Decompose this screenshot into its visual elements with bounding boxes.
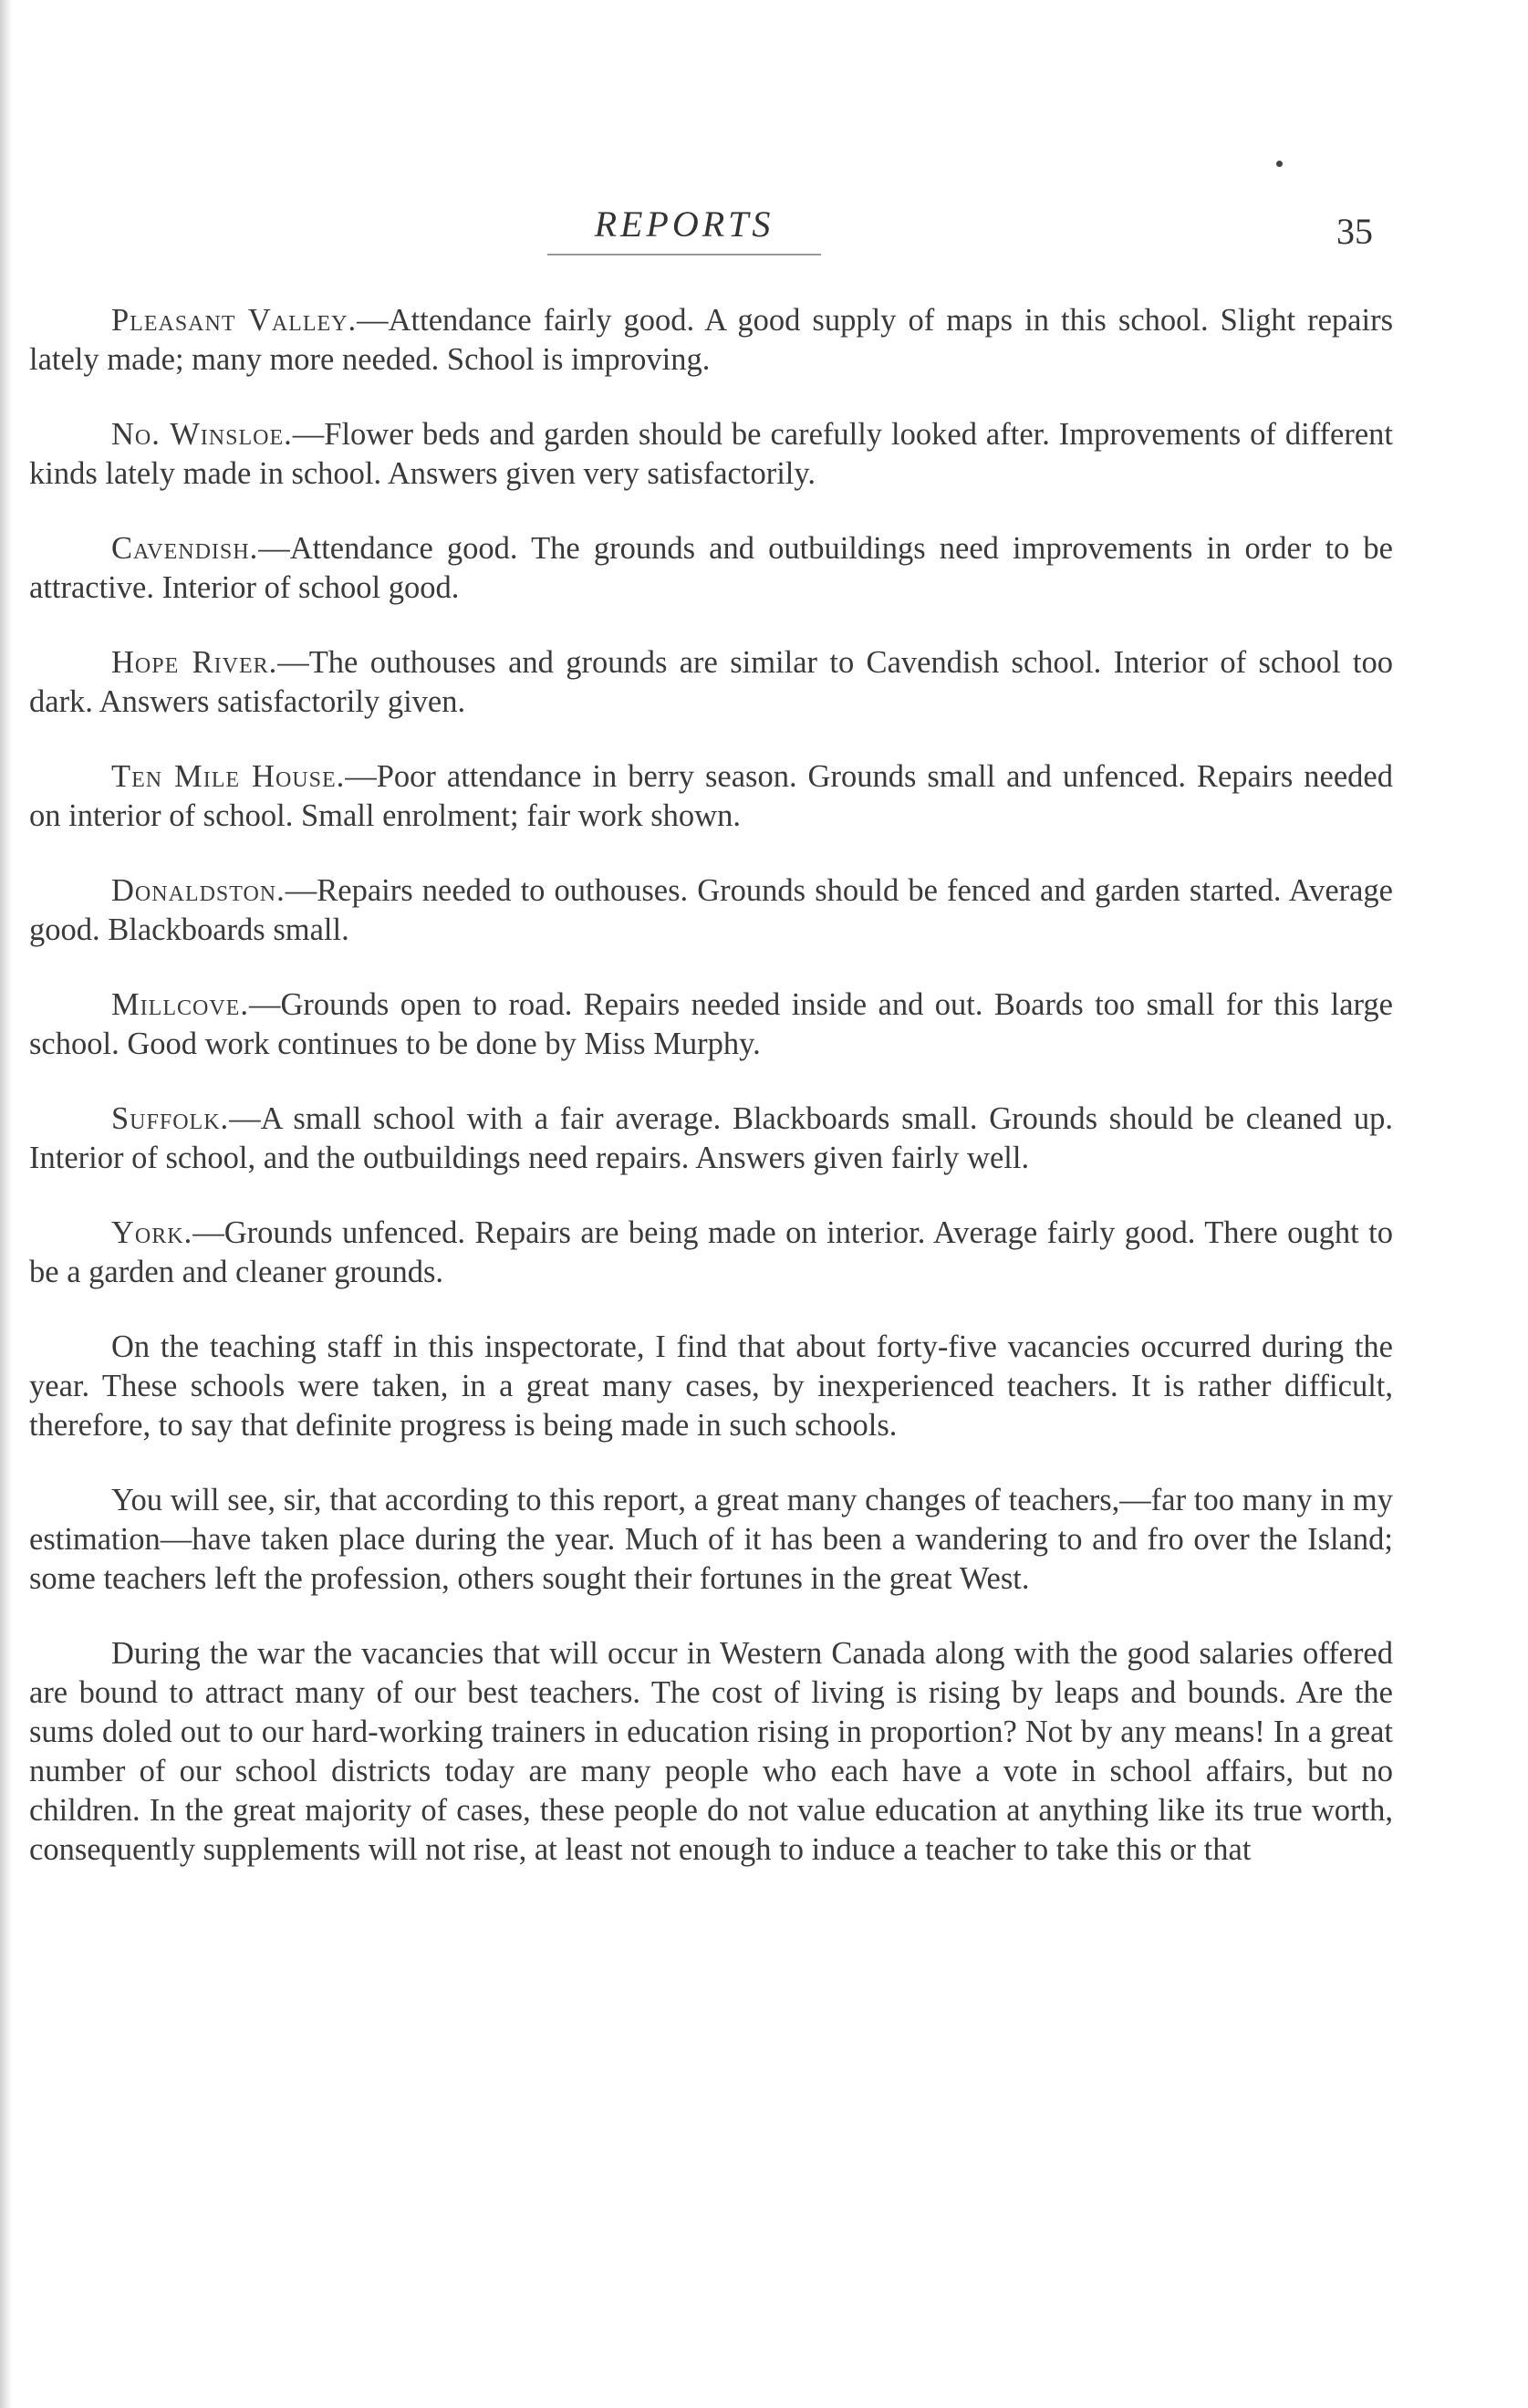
paragraph-text: —Grounds unfenced. Repairs are being made on interior. Average fairly good. There ought to be a garden and cleaner grounds. bbox=[29, 1215, 1393, 1289]
scan-speck bbox=[1276, 161, 1283, 167]
report-paragraph-donaldston bbox=[29, 871, 1393, 950]
body-text bbox=[29, 301, 1393, 1870]
school-name: No. Winsloe. bbox=[111, 417, 293, 452]
running-head-rule bbox=[547, 254, 821, 255]
school-name: Millcove. bbox=[111, 987, 249, 1022]
school-name: Suffolk. bbox=[111, 1101, 230, 1136]
page-number: 35 bbox=[1336, 211, 1373, 252]
school-name: Cavendish. bbox=[111, 531, 259, 566]
paragraph-text: —Flower beds and garden should be carefully looked after. Improvements of different kinds lately made in school. Answers given very satisfactorily. bbox=[29, 417, 1393, 491]
report-paragraph-cavendish bbox=[29, 529, 1393, 608]
paragraph-text: —The outhouses and grounds are similar to Cavendish school. Interior of school too dark. Answers satisfactorily given. bbox=[29, 645, 1393, 719]
school-name: Pleasant Valley. bbox=[111, 303, 358, 338]
report-paragraph-suffolk bbox=[29, 1100, 1393, 1178]
paragraph-teacher-changes bbox=[29, 1481, 1393, 1599]
running-head-title: REPORTS bbox=[594, 203, 774, 245]
page-edge-shadow bbox=[0, 0, 13, 2408]
paragraph-text: On the teaching staff in this inspectorate, I find that about forty-five vacancies occurred during the year. These schools were taken, in a great many cases, by inexperienced teachers. It is rather difficult, therefore, to say that definite progress is being made in such schools. bbox=[29, 1329, 1393, 1443]
school-name: Hope River. bbox=[111, 645, 278, 680]
school-name: York. bbox=[111, 1215, 193, 1250]
paragraph-text: —Repairs needed to outhouses. Grounds should be fenced and garden started. Average good. Blackboards small. bbox=[29, 873, 1393, 947]
school-name: Ten Mile House. bbox=[111, 759, 346, 794]
paragraph-text: During the war the vacancies that will occur in Western Canada along with the good salaries offered are bound to attract many of our best teachers. The cost of living is rising by leaps and bounds. Are the sums doled out to our hard-working trainers in education rising in proportion? Not by any means! In a great number of our school districts today are many people who each have a vote in school affairs, but no children. In the great majority of cases, these people do not value education at anything like its true worth, consequently supplements will not rise, at least not enough to induce a teacher to take this or that bbox=[29, 1636, 1393, 1867]
report-paragraph-york bbox=[29, 1214, 1393, 1292]
paragraph-text: —Attendance fairly good. A good supply of maps in this school. Slight repairs lately made; many more needed. School is improving. bbox=[29, 303, 1393, 377]
running-head bbox=[0, 199, 1528, 254]
paragraph-text: —Grounds open to road. Repairs needed inside and out. Boards too small for this large school. Good work continues to be done by Miss Murphy. bbox=[29, 987, 1393, 1061]
paragraph-text: —Attendance good. The grounds and outbuildings need improvements in order to be attractive. Interior of school good. bbox=[29, 531, 1393, 605]
paragraph-war-vacancies bbox=[29, 1634, 1393, 1870]
school-name: Donaldston. bbox=[111, 873, 286, 908]
paragraph-text: You will see, sir, that according to this report, a great many changes of teachers,—far too many in my estimation—have taken place during the year. Much of it has been a wandering to and fro over the Island; some teachers left the profession, others sought their fortunes in the great West. bbox=[29, 1483, 1393, 1596]
paragraph-teaching-staff bbox=[29, 1328, 1393, 1445]
report-paragraph-hope-river bbox=[29, 643, 1393, 722]
report-paragraph-millcove bbox=[29, 985, 1393, 1064]
report-paragraph-no-winsloe bbox=[29, 415, 1393, 494]
paragraph-text: —A small school with a fair average. Blackboards small. Grounds should be cleaned up. Interior of school, and the outbuildings need repairs. Answers given fairly well. bbox=[29, 1101, 1393, 1175]
report-paragraph-ten-mile-house bbox=[29, 757, 1393, 836]
report-paragraph-pleasant-valley bbox=[29, 301, 1393, 380]
paragraph-text: —Poor attendance in berry season. Grounds small and unfenced. Repairs needed on interior of school. Small enrolment; fair work shown. bbox=[29, 759, 1393, 833]
